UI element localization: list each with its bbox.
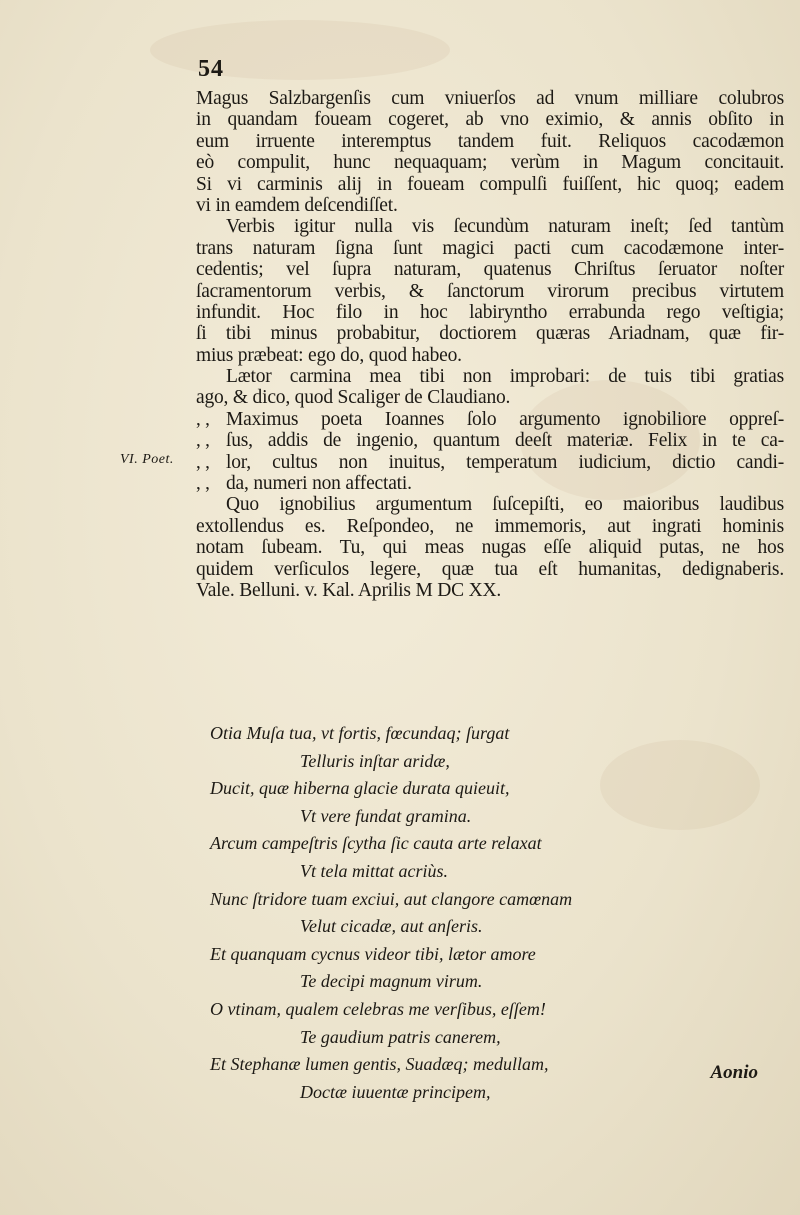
prose-line — [196, 281, 784, 302]
prose-line — [196, 559, 784, 580]
prose-line-text: Lætor carmina mea tibi non improbari: de tuis tibi gratias — [226, 366, 784, 388]
poem-line: Otia Muſa tua, vt fortis, fœcundaq; ſurgat — [210, 723, 510, 743]
prose-line-text: ſacramentorum verbis, & ſanctorum virorum precibus virtutem — [196, 280, 784, 302]
poem-line: Doctæ iuuentæ principem, — [300, 1081, 491, 1102]
prose-line — [196, 430, 784, 451]
page-number: 54 — [198, 56, 224, 82]
poem-line: Te gaudium patris canerem, — [300, 1026, 501, 1047]
poem-line: Ducit, quæ hiberna glacie durata quieuit, — [210, 778, 510, 799]
prose-line-text: Quo ignobilius argumentum ſuſcepiſti, eo maioribus laudibus — [226, 494, 784, 516]
prose-line — [196, 537, 784, 558]
prose-line-text: ſus, addis de ingenio, quantum deeſt materiæ. Felix in te ca- — [226, 430, 784, 452]
quote-mark: , , — [196, 430, 210, 452]
quote-mark: , , — [196, 451, 210, 473]
prose-line — [196, 195, 784, 216]
prose-line-text: Vale. Belluni. v. Kal. Aprilis M DC XX. — [196, 579, 502, 601]
poem — [210, 720, 770, 1106]
prose-line — [196, 494, 784, 515]
poem-line: Nunc ſtridore tuam exciui, aut clangore camœnam — [210, 888, 573, 909]
prose-line-text: Si vi carminis alij in foueam compulſi fuiſſent, hic quoq; eadem — [196, 173, 784, 195]
prose-line-text: ago, & dico, quod Scaliger de Claudiano. — [196, 387, 511, 409]
poem-line: Et Stephanæ lumen gentis, Suadæq; medullam, — [210, 1054, 549, 1075]
prose-line — [196, 131, 784, 152]
prose-line — [196, 238, 784, 259]
prose-line-text: quidem verſiculos legere, quæ tua eſt humanitas, dedignaberis. — [196, 558, 784, 580]
prose-text — [196, 88, 784, 601]
prose-line-text: Maximus poeta Ioannes ſolo argumento ignobiliore oppreſ- — [226, 408, 784, 430]
poem-line: Et quanquam cycnus videor tibi, lætor amore — [210, 943, 536, 964]
prose-line-text: notam ſubeam. Tu, qui meas nugas eſſe aliquid putas, ne hos — [196, 537, 784, 559]
prose-line-text: trans naturam ſigna ſunt magici pacti cum cacodæmone inter- — [196, 237, 784, 259]
prose-line-text: Verbis igitur nulla vis ſecundùm naturam ineſt; ſed tantùm — [226, 216, 784, 238]
prose-line — [196, 473, 784, 494]
prose-line-text: in quandam foueam cogeret, ab vno eximio, & annis obſito in — [196, 109, 784, 131]
prose-line — [196, 409, 784, 430]
margin-note: VI. Poet. — [120, 452, 174, 467]
poem-line: Vt tela mittat acriùs. — [300, 860, 448, 881]
paper-stain — [150, 20, 450, 80]
prose-line-text: lor, cultus non inuitus, temperatum iudicium, dictio candi- — [226, 451, 784, 473]
prose-line — [196, 152, 784, 173]
prose-line-text: extollendus es. Reſpondeo, ne immemoris, aut ingrati hominis — [196, 515, 784, 537]
prose-line-text: infundit. Hoc filo in hoc labiryntho errabunda rego veſtigia; — [196, 301, 784, 323]
poem-line: Vt vere fundat gramina. — [300, 805, 472, 826]
catchword: Aonio — [710, 1062, 758, 1083]
poem-line: Telluris inſtar aridæ, — [300, 750, 450, 771]
prose-line — [196, 323, 784, 344]
prose-line-text: vi in eamdem deſcendiſſet. — [196, 194, 398, 216]
prose-line — [196, 345, 784, 366]
prose-line — [196, 366, 784, 387]
prose-line — [196, 516, 784, 537]
quote-mark: , , — [196, 473, 210, 495]
prose-line — [196, 109, 784, 130]
prose-line — [196, 88, 784, 109]
poem-line: O vtinam, qualem celebras me verſibus, eſſem! — [210, 998, 546, 1019]
prose-line-text: eò compulit, hunc nequaquam; verùm in Magum concitauit. — [196, 152, 784, 174]
prose-line-text: cedentis; vel ſupra naturam, quatenus Chriſtus ſeruator noſter — [196, 259, 784, 281]
poem-line: Te decipi magnum virum. — [300, 971, 483, 992]
prose-line — [196, 216, 784, 237]
poem-line: Velut cicadæ, aut anſeris. — [300, 916, 483, 937]
poem-line: Arcum campeſtris ſcytha ſic cauta arte relaxat — [210, 833, 542, 854]
prose-line-text: mius præbeat: ego do, quod habeo. — [196, 344, 462, 366]
prose-line-text: ſi tibi minus probabitur, doctiorem quæras Ariadnam, quæ fir- — [196, 323, 784, 345]
quote-mark: , , — [196, 408, 210, 430]
prose-line — [196, 302, 784, 323]
prose-line — [196, 387, 784, 408]
prose-line — [196, 452, 784, 473]
prose-line-text: eum irruente interemptus tandem fuit. Reliquos cacodæmon — [196, 130, 784, 152]
prose-line-text: Magus Salzbargenſis cum vniuerſos ad vnum milliare colubros — [196, 88, 784, 109]
prose-line — [196, 259, 784, 280]
prose-line — [196, 174, 784, 195]
prose-line-text: da, numeri non affectati. — [226, 473, 412, 495]
prose-line — [196, 580, 784, 601]
